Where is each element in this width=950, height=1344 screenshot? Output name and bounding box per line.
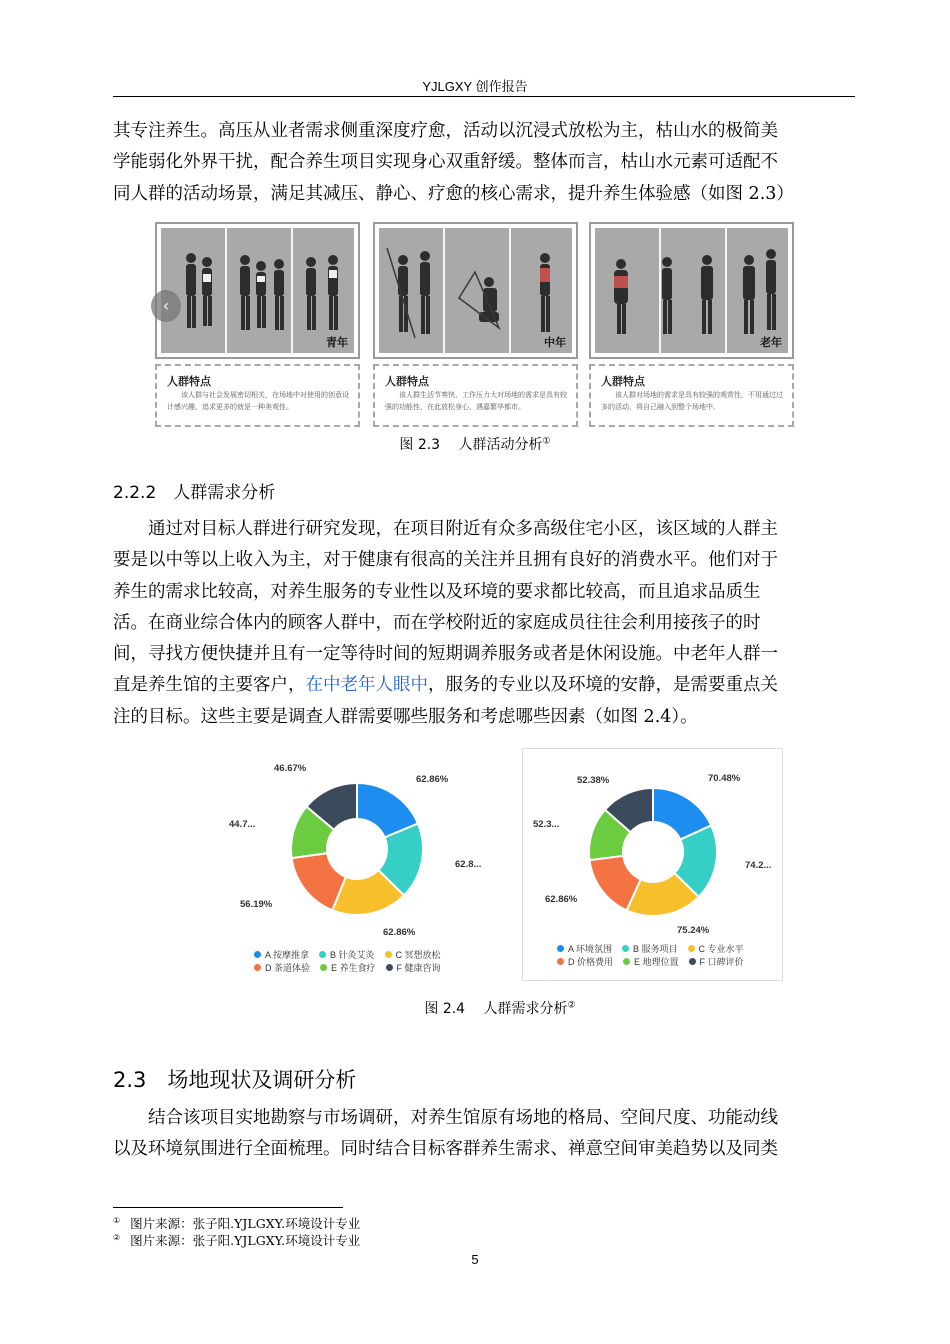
paragraph-line: 其专注养生。高压从业者需求侧重深度疗愈，活动以沉浸式放松为主，枯山水的极简美 [113,121,778,141]
photo-panel-middle [373,222,578,359]
section-heading-2-2-2: 2.2.2 人群需求分析 [113,483,276,503]
section-heading-2-3: 2.3 场地现状及调研分析 [113,1068,357,1092]
legend-label: E 养生食疗 [331,963,376,973]
age-label: 青年 [326,337,348,349]
card-text: 该人群生活节奏快、工作压力大对场地的需求是具有较强的功能性，在此放松身心，遇嘉繁华都市。 [385,392,567,411]
card-title: 人群特点 [385,376,429,388]
legend-label: F 口碑评价 [699,957,744,967]
caption-text: 图 2.4 人群需求分析 [424,1001,568,1017]
paragraph-line: 以及环境氛围进行全面梳理。同时结合目标客群养生需求、禅意空间审美趋势以及同类 [113,1139,778,1160]
legend-swatch-icon [557,958,564,965]
legend-label: F 健康咨询 [396,963,441,973]
chart-legend [254,948,451,961]
page-number: 5 [471,1252,479,1267]
trait-card-senior [589,364,794,427]
data-label: 52.3... [533,819,560,830]
legend-swatch-icon [254,951,261,958]
footnote-text: 图片来源：张子阳.YJLGXY.环境设计专业 [130,1216,361,1231]
legend-label: A 环境氛围 [568,944,613,954]
card-text: 该人群对场地的需求是具有较强的观赏性，不用通过过多的活动，将自己融入到整个场地中。 [601,392,783,411]
age-label: 老年 [760,337,782,349]
section-2-2-2-paragraph [113,514,855,733]
card-text: 该人群与社会发展密切相关，在场地中对使用的创意设计感兴趣，追求更多的就是一种美观性。 [167,392,349,411]
legend-item [320,961,376,974]
legend-label: D 茶道体验 [265,963,311,973]
people-photo [161,228,354,353]
footnote [113,1231,360,1249]
legend-item [622,942,678,955]
data-label: 46.67% [274,763,307,774]
legend-item [557,942,612,955]
legend-swatch-icon [254,964,261,971]
photo-panel-youth [155,222,360,359]
footnote-ref: ② [567,1000,576,1011]
legend-item [386,961,441,974]
legend-swatch-icon [622,945,629,952]
carousel-prev-arrow-icon[interactable]: ‹ [151,290,181,322]
paragraph-line: 要是以中等以上收入为主，对于健康有很高的关注并且拥有良好的消费水平。他们对于 [113,550,778,571]
legend-label: D 价格费用 [568,957,614,967]
data-label: 44.7... [229,819,256,830]
footnote-divider [113,1207,343,1208]
legend-swatch-icon [385,951,392,958]
legend-swatch-icon [688,945,695,952]
footnote-text: 图片来源：张子阳.YJLGXY.环境设计专业 [130,1233,361,1248]
data-label: 70.48% [708,773,741,784]
figure-2-3 [155,222,795,430]
legend-item [623,955,679,968]
legend-swatch-icon [320,964,327,971]
line-text: ，服务的专业以及环境的安静，是需要重点关 [428,675,778,696]
paragraph-line: 活。在商业综合体内的顾客人群中，而在学校附近的家庭成员往往会利用接孩子的时 [113,612,761,633]
people-photo [379,228,572,353]
footnote-mark: ② [113,1232,121,1242]
data-label: 56.19% [240,899,273,910]
people-photo [595,228,788,353]
data-label: 52.38% [577,775,610,786]
caption-text: 图 2.3 人群活动分析 [399,437,543,453]
legend-item [688,942,744,955]
paragraph-line: 养生的需求比较高，对养生服务的专业性以及环境的要求都比较高，而且追求品质生 [113,581,761,602]
legend-item [254,961,310,974]
paragraph-line: 结合该项目实地勘察与市场调研，对养生馆原有场地的格局、空间尺度、功能动线 [148,1108,778,1128]
chart-legend [557,942,754,955]
legend-item [689,955,744,968]
legend-swatch-icon [319,951,326,958]
legend-swatch-icon [623,958,630,965]
paragraph-line: 通过对目标人群进行研究发现，在项目附近有众多高级住宅小区，该区域的人群主 [148,519,778,539]
figure-2-3-caption [0,434,950,454]
data-label: 62.8... [455,859,482,870]
legend-item [319,948,375,961]
legend-label: C 专业水平 [698,944,744,954]
running-header: YJLGXY 创作报告 [422,79,528,94]
legend-label: B 服务项目 [633,944,678,954]
trait-card-youth [155,364,360,427]
legend-label: B 针灸艾灸 [330,950,375,960]
paragraph-line: 间，寻找方便快捷并且有一定等待时间的短期调养服务或者是休闲设施。中老年人群一 [113,644,778,665]
chart-factor-needs [522,748,783,981]
footnote-mark: ① [113,1215,121,1225]
data-label: 62.86% [416,774,449,785]
legend-swatch-icon [557,945,564,952]
intro-paragraph [113,116,855,210]
chart-legend [557,955,754,968]
data-label: 62.86% [383,927,416,938]
header-divider [113,96,855,97]
paragraph-line: 学能弱化外界干扰，配合养生项目实现身心双重舒缓。整体而言，枯山水元素可适配不 [113,152,778,173]
paragraph-line [113,670,855,701]
paragraph-line: 注的目标。这些主要是调查人群需要哪些服务和考虑哪些因素（如图 2.4）。 [113,706,698,727]
donut-chart [523,749,783,939]
highlighted-phrase: 在中老年人眼中 [305,675,428,696]
chart-legend [254,961,451,974]
legend-item [385,948,441,961]
card-title: 人群特点 [601,376,645,388]
footnote-ref: ① [542,436,551,447]
legend-swatch-icon [386,964,393,971]
data-label: 62.86% [545,894,578,905]
trait-card-middle [373,364,578,427]
legend-label: C 冥想放松 [395,950,441,960]
legend-item [254,948,309,961]
photo-panel-senior [589,222,794,359]
age-label: 中年 [544,337,566,349]
legend-swatch-icon [689,958,696,965]
legend-item [557,955,613,968]
legend-label: E 地理位置 [634,957,679,967]
footnote [113,1214,360,1232]
legend-label: A 按摩推拿 [265,950,310,960]
figure-2-4-caption [0,998,950,1018]
data-label: 75.24% [677,925,710,936]
paragraph-line: 同人群的活动场景，满足其减压、静心、疗愈的核心需求，提升养生体验感（如图 2.3） [113,183,794,204]
chart-service-needs [220,752,480,980]
line-text: 直是养生馆的主要客户， [113,675,306,696]
section-2-3-paragraph [113,1103,855,1166]
card-title: 人群特点 [167,376,211,388]
data-label: 74.2... [745,860,772,871]
